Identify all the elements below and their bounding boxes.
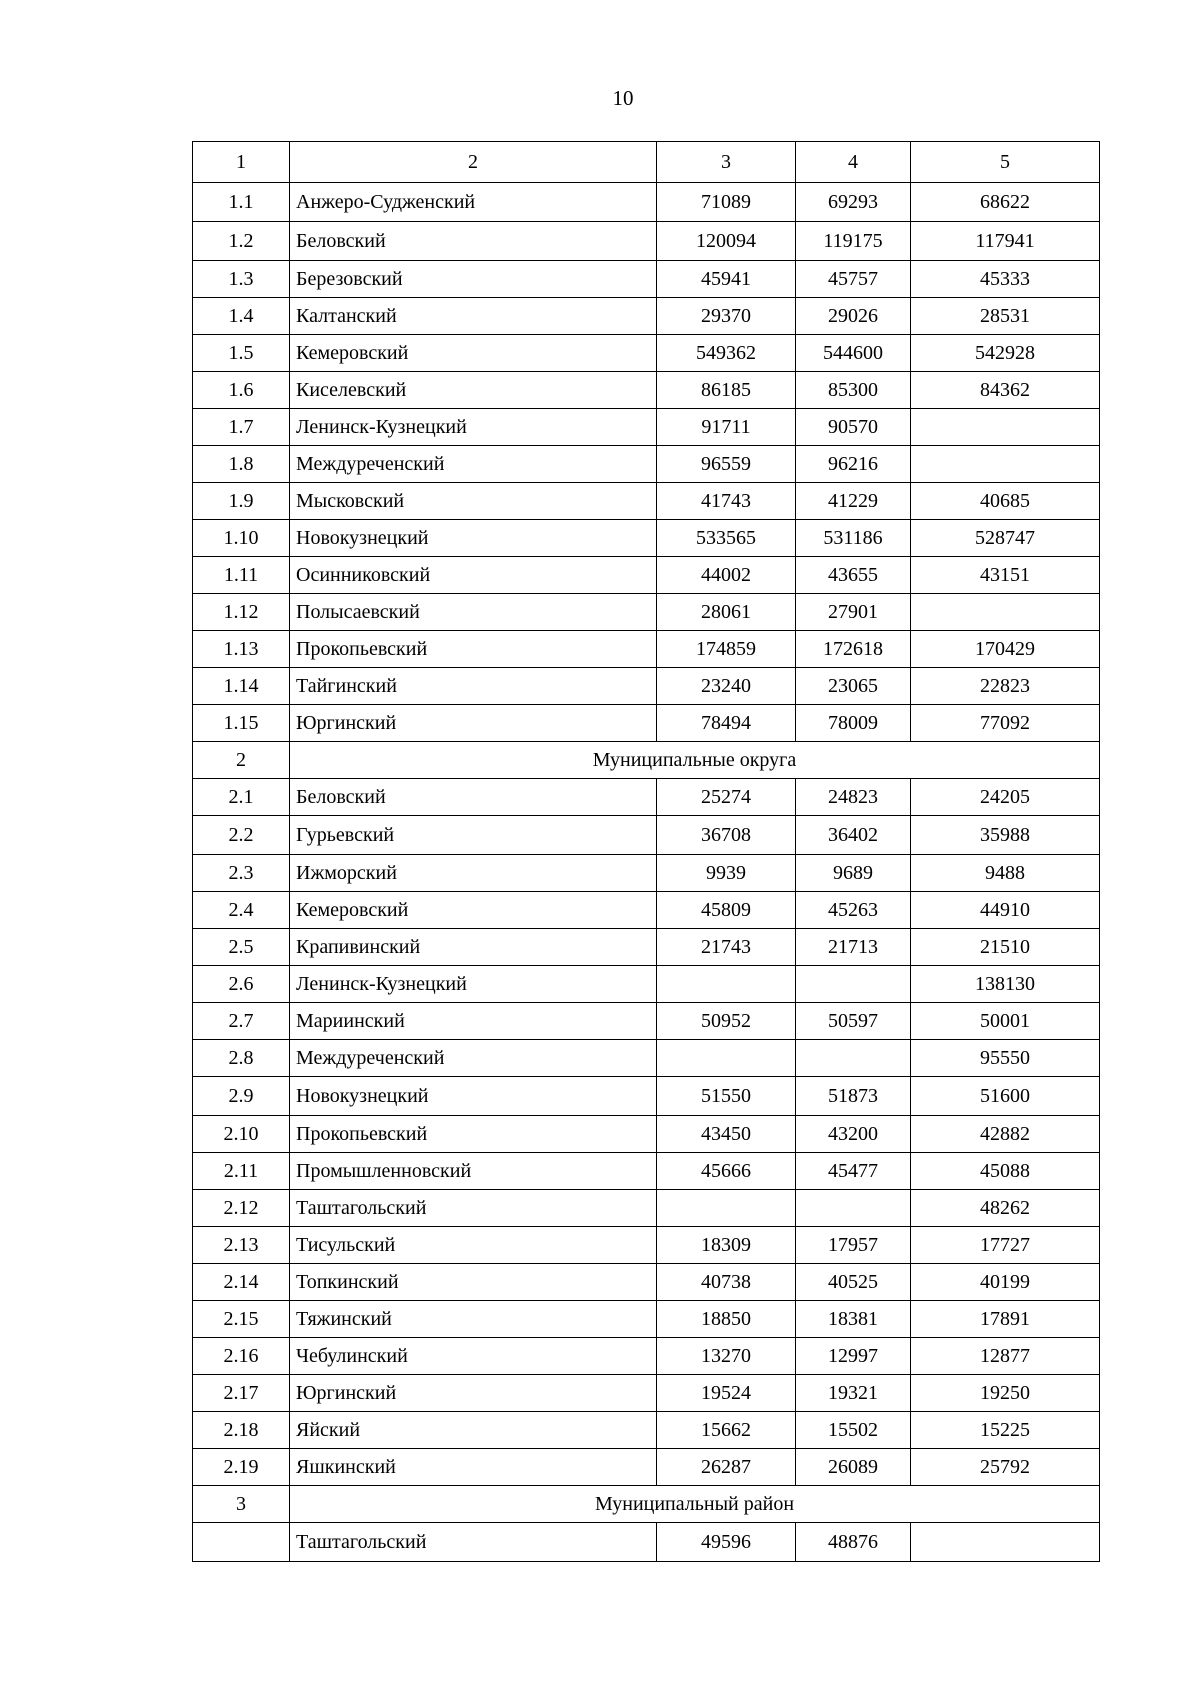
row-name: Полысаевский: [290, 594, 657, 631]
row-col-3: 9939: [657, 855, 796, 892]
row-name: Таштагольский: [290, 1523, 657, 1562]
row-col-3: 36708: [657, 816, 796, 855]
row-col-4: 96216: [796, 446, 911, 483]
row-name: Киселевский: [290, 372, 657, 409]
row-col-4: [796, 966, 911, 1003]
table-row: [193, 631, 1100, 668]
row-col-5: 84362: [911, 372, 1100, 409]
row-col-5: 17891: [911, 1301, 1100, 1338]
row-name: Тяжинский: [290, 1301, 657, 1338]
row-col-4: 45477: [796, 1153, 911, 1190]
table-row: [193, 1227, 1100, 1264]
table-row: [193, 966, 1100, 1003]
table-row: [193, 520, 1100, 557]
row-col-3: 45666: [657, 1153, 796, 1190]
row-name: Тисульский: [290, 1227, 657, 1264]
row-col-3: 96559: [657, 446, 796, 483]
row-number: 2.7: [193, 1003, 290, 1040]
row-col-5: 40685: [911, 483, 1100, 520]
row-col-3: 15662: [657, 1412, 796, 1449]
page-number: 10: [612, 86, 634, 110]
row-col-4: [796, 1190, 911, 1227]
row-col-5: 51600: [911, 1077, 1100, 1116]
table-row: [193, 183, 1100, 222]
row-col-4: 9689: [796, 855, 911, 892]
table-row: [193, 446, 1100, 483]
row-number: 1.12: [193, 594, 290, 631]
row-number: 1.9: [193, 483, 290, 520]
row-col-4: 45757: [796, 261, 911, 298]
row-col-4: 17957: [796, 1227, 911, 1264]
table-row: [193, 1153, 1100, 1190]
row-name: Яшкинский: [290, 1449, 657, 1486]
section-title: Муниципальные округа: [290, 742, 1100, 779]
row-col-3: 51550: [657, 1077, 796, 1116]
row-col-4: 119175: [796, 222, 911, 261]
row-col-4: 18381: [796, 1301, 911, 1338]
row-number: 1.13: [193, 631, 290, 668]
row-col-3: 71089: [657, 183, 796, 222]
row-number: 2.13: [193, 1227, 290, 1264]
row-name: Междуреченский: [290, 446, 657, 483]
row-col-5: 50001: [911, 1003, 1100, 1040]
row-col-4: 50597: [796, 1003, 911, 1040]
row-col-3: 43450: [657, 1116, 796, 1153]
row-number: 2.15: [193, 1301, 290, 1338]
row-name: Тайгинский: [290, 668, 657, 705]
section-number: 3: [193, 1486, 290, 1523]
row-col-3: 21743: [657, 929, 796, 966]
table-row: [193, 1412, 1100, 1449]
row-name: Прокопьевский: [290, 1116, 657, 1153]
row-col-5: 138130: [911, 966, 1100, 1003]
row-col-5: 42882: [911, 1116, 1100, 1153]
row-col-3: 29370: [657, 298, 796, 335]
row-number: 2.4: [193, 892, 290, 929]
table-row: [193, 929, 1100, 966]
row-number: 1.11: [193, 557, 290, 594]
row-col-4: 45263: [796, 892, 911, 929]
row-col-3: 13270: [657, 1338, 796, 1375]
row-col-5: 542928: [911, 335, 1100, 372]
table-row: [193, 335, 1100, 372]
row-col-3: 23240: [657, 668, 796, 705]
section-row: [193, 742, 1100, 779]
row-col-5: [911, 446, 1100, 483]
row-col-5: 170429: [911, 631, 1100, 668]
row-col-4: 90570: [796, 409, 911, 446]
row-number: 2.5: [193, 929, 290, 966]
section-title: Муниципальный район: [290, 1486, 1100, 1523]
row-number: 2.17: [193, 1375, 290, 1412]
row-number: 2.18: [193, 1412, 290, 1449]
row-col-5: 43151: [911, 557, 1100, 594]
header-col-3: 3: [657, 142, 796, 183]
row-col-3: 28061: [657, 594, 796, 631]
table-row: [193, 1449, 1100, 1486]
row-number: 1.5: [193, 335, 290, 372]
table-row: [193, 409, 1100, 446]
row-col-4: 24823: [796, 779, 911, 816]
row-col-4: 85300: [796, 372, 911, 409]
row-name: Осинниковский: [290, 557, 657, 594]
table-row: [193, 892, 1100, 929]
table-row: [193, 483, 1100, 520]
row-col-5: 48262: [911, 1190, 1100, 1227]
row-name: Анжеро-Судженский: [290, 183, 657, 222]
row-col-4: 21713: [796, 929, 911, 966]
table-row: [193, 261, 1100, 298]
row-col-5: 40199: [911, 1264, 1100, 1301]
row-number: 1.8: [193, 446, 290, 483]
table-row: [193, 594, 1100, 631]
row-col-4: 26089: [796, 1449, 911, 1486]
table-row: [193, 372, 1100, 409]
section-number: 2: [193, 742, 290, 779]
row-col-3: 19524: [657, 1375, 796, 1412]
row-col-3: 45809: [657, 892, 796, 929]
row-number: 2.9: [193, 1077, 290, 1116]
row-number: 2.2: [193, 816, 290, 855]
section-row: [193, 1486, 1100, 1523]
row-name: Крапивинский: [290, 929, 657, 966]
row-name: Ленинск-Кузнецкий: [290, 966, 657, 1003]
row-col-5: 35988: [911, 816, 1100, 855]
row-col-3: [657, 966, 796, 1003]
row-name: Чебулинский: [290, 1338, 657, 1375]
row-number: 2.16: [193, 1338, 290, 1375]
row-col-4: 23065: [796, 668, 911, 705]
row-col-3: 174859: [657, 631, 796, 668]
row-name: Ленинск-Кузнецкий: [290, 409, 657, 446]
row-col-5: 28531: [911, 298, 1100, 335]
row-number: 1.4: [193, 298, 290, 335]
row-col-5: [911, 1523, 1100, 1562]
row-col-3: 91711: [657, 409, 796, 446]
row-number: 1.1: [193, 183, 290, 222]
row-number: 2.14: [193, 1264, 290, 1301]
row-col-3: 18309: [657, 1227, 796, 1264]
table-row: [193, 1375, 1100, 1412]
table-row: [193, 222, 1100, 261]
table-body: [193, 142, 1100, 1562]
row-number: 2.6: [193, 966, 290, 1003]
row-number: 1.10: [193, 520, 290, 557]
table-row: [193, 816, 1100, 855]
row-col-4: 69293: [796, 183, 911, 222]
table-row: [193, 855, 1100, 892]
table-row: [193, 1116, 1100, 1153]
row-number: 2.3: [193, 855, 290, 892]
row-col-3: 18850: [657, 1301, 796, 1338]
row-col-3: 549362: [657, 335, 796, 372]
row-name: Березовский: [290, 261, 657, 298]
row-col-5: 45088: [911, 1153, 1100, 1190]
row-col-4: 27901: [796, 594, 911, 631]
row-col-5: 22823: [911, 668, 1100, 705]
row-col-3: 78494: [657, 705, 796, 742]
row-name: Кемеровский: [290, 335, 657, 372]
row-number: 2.11: [193, 1153, 290, 1190]
population-table: [192, 141, 1100, 1562]
row-col-5: 95550: [911, 1040, 1100, 1077]
table-row: [193, 298, 1100, 335]
row-col-5: 528747: [911, 520, 1100, 557]
row-col-5: [911, 409, 1100, 446]
row-number: 1.14: [193, 668, 290, 705]
row-name: Гурьевский: [290, 816, 657, 855]
row-name: Промышленновский: [290, 1153, 657, 1190]
header-col-1: 1: [193, 142, 290, 183]
row-number: 2.10: [193, 1116, 290, 1153]
row-name: Мысковский: [290, 483, 657, 520]
row-name: Новокузнецкий: [290, 520, 657, 557]
row-col-4: 15502: [796, 1412, 911, 1449]
header-col-4: 4: [796, 142, 911, 183]
table-row: [193, 705, 1100, 742]
table-row: [193, 668, 1100, 705]
row-col-5: 68622: [911, 183, 1100, 222]
header-col-5: 5: [911, 142, 1100, 183]
row-name: Мариинский: [290, 1003, 657, 1040]
row-col-3: 50952: [657, 1003, 796, 1040]
row-name: Междуреченский: [290, 1040, 657, 1077]
row-col-3: 533565: [657, 520, 796, 557]
table-row: [193, 1338, 1100, 1375]
header-col-2: 2: [290, 142, 657, 183]
table-row: [193, 1077, 1100, 1116]
row-col-4: [796, 1040, 911, 1077]
row-name: Яйский: [290, 1412, 657, 1449]
row-name: Таштагольский: [290, 1190, 657, 1227]
row-number: 2.1: [193, 779, 290, 816]
row-col-4: 78009: [796, 705, 911, 742]
row-col-3: [657, 1190, 796, 1227]
row-col-4: 12997: [796, 1338, 911, 1375]
row-col-5: 15225: [911, 1412, 1100, 1449]
row-number: 2.19: [193, 1449, 290, 1486]
table-row: [193, 1264, 1100, 1301]
table-row: [193, 557, 1100, 594]
row-col-5: [911, 594, 1100, 631]
row-col-4: 19321: [796, 1375, 911, 1412]
row-name: Беловский: [290, 779, 657, 816]
row-col-4: 172618: [796, 631, 911, 668]
row-col-4: 41229: [796, 483, 911, 520]
row-col-3: 44002: [657, 557, 796, 594]
row-col-3: 45941: [657, 261, 796, 298]
row-col-5: 9488: [911, 855, 1100, 892]
row-col-5: 44910: [911, 892, 1100, 929]
row-col-5: 17727: [911, 1227, 1100, 1264]
row-name: Беловский: [290, 222, 657, 261]
row-col-5: 24205: [911, 779, 1100, 816]
row-name: Ижморский: [290, 855, 657, 892]
row-col-3: 120094: [657, 222, 796, 261]
row-name: Юргинский: [290, 1375, 657, 1412]
row-col-4: 544600: [796, 335, 911, 372]
row-col-4: 531186: [796, 520, 911, 557]
row-number: 1.7: [193, 409, 290, 446]
row-number: 1.3: [193, 261, 290, 298]
table-header-row: [193, 142, 1100, 183]
table-row: [193, 779, 1100, 816]
row-col-3: 86185: [657, 372, 796, 409]
row-col-4: 51873: [796, 1077, 911, 1116]
row-col-4: 43655: [796, 557, 911, 594]
row-number: [193, 1523, 290, 1562]
row-col-3: 25274: [657, 779, 796, 816]
row-col-5: 45333: [911, 261, 1100, 298]
row-name: Калтанский: [290, 298, 657, 335]
row-col-5: 12877: [911, 1338, 1100, 1375]
table-row: [193, 1003, 1100, 1040]
row-name: Юргинский: [290, 705, 657, 742]
row-col-5: 21510: [911, 929, 1100, 966]
row-name: Новокузнецкий: [290, 1077, 657, 1116]
row-col-4: 48876: [796, 1523, 911, 1562]
row-col-4: 36402: [796, 816, 911, 855]
table-row: [193, 1040, 1100, 1077]
row-col-4: 40525: [796, 1264, 911, 1301]
row-col-4: 43200: [796, 1116, 911, 1153]
row-col-3: [657, 1040, 796, 1077]
row-name: Прокопьевский: [290, 631, 657, 668]
row-name: Топкинский: [290, 1264, 657, 1301]
row-col-5: 19250: [911, 1375, 1100, 1412]
table-row: [193, 1523, 1100, 1562]
row-col-5: 77092: [911, 705, 1100, 742]
row-number: 1.15: [193, 705, 290, 742]
row-number: 1.6: [193, 372, 290, 409]
row-col-3: 40738: [657, 1264, 796, 1301]
table-row: [193, 1301, 1100, 1338]
row-col-3: 41743: [657, 483, 796, 520]
row-col-3: 26287: [657, 1449, 796, 1486]
row-col-5: 117941: [911, 222, 1100, 261]
row-col-4: 29026: [796, 298, 911, 335]
row-number: 1.2: [193, 222, 290, 261]
row-number: 2.8: [193, 1040, 290, 1077]
row-col-5: 25792: [911, 1449, 1100, 1486]
row-name: Кемеровский: [290, 892, 657, 929]
row-col-3: 49596: [657, 1523, 796, 1562]
table-row: [193, 1190, 1100, 1227]
row-number: 2.12: [193, 1190, 290, 1227]
